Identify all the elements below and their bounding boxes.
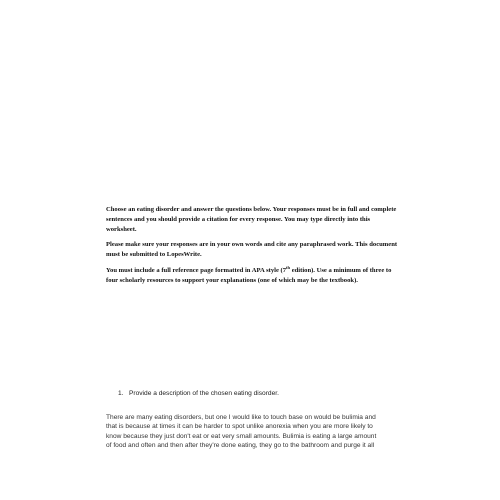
apa-text-start: You must include a full reference page formatted in APA style (7 (106, 267, 287, 275)
answer-line: There are many eating disorders, but one I would like to touch base on would be bulimia and (106, 414, 376, 421)
answer-1[interactable] (106, 413, 406, 451)
answer-line: that is because at times it can be harder to spot unlike anorexia when you are more likely to (106, 423, 373, 431)
instructions-block (106, 205, 402, 290)
answer-line: of food and often and then after they're done eating, they go to the bathroom and purge it all (106, 442, 375, 450)
instructions-paragraph-2: Please make sure your responses are in your own words and cite any paraphrased work. This document must be submitted to LopesWrite. (106, 240, 398, 258)
instructions-paragraph-3 (106, 266, 402, 286)
instructions-paragraph-1: Choose an eating disorder and answer the questions below. Your responses must be in full and complete sentences and you should provide a citation for every response. You may type directly into this worksheet. (106, 206, 397, 234)
answer-line: know because they just don't eat or eat very small amounts. Bulimia is eating a large amount (106, 432, 377, 440)
question-text: Provide a description of the chosen eating disorder. (129, 390, 279, 397)
question-number: 1. (118, 390, 124, 397)
apa-text-end: edition). Use a minimum of three to four scholarly resources to support your explanations (one of which may be the textbook). (106, 267, 392, 285)
edition-superscript: th (286, 264, 291, 270)
question-1 (118, 389, 279, 398)
